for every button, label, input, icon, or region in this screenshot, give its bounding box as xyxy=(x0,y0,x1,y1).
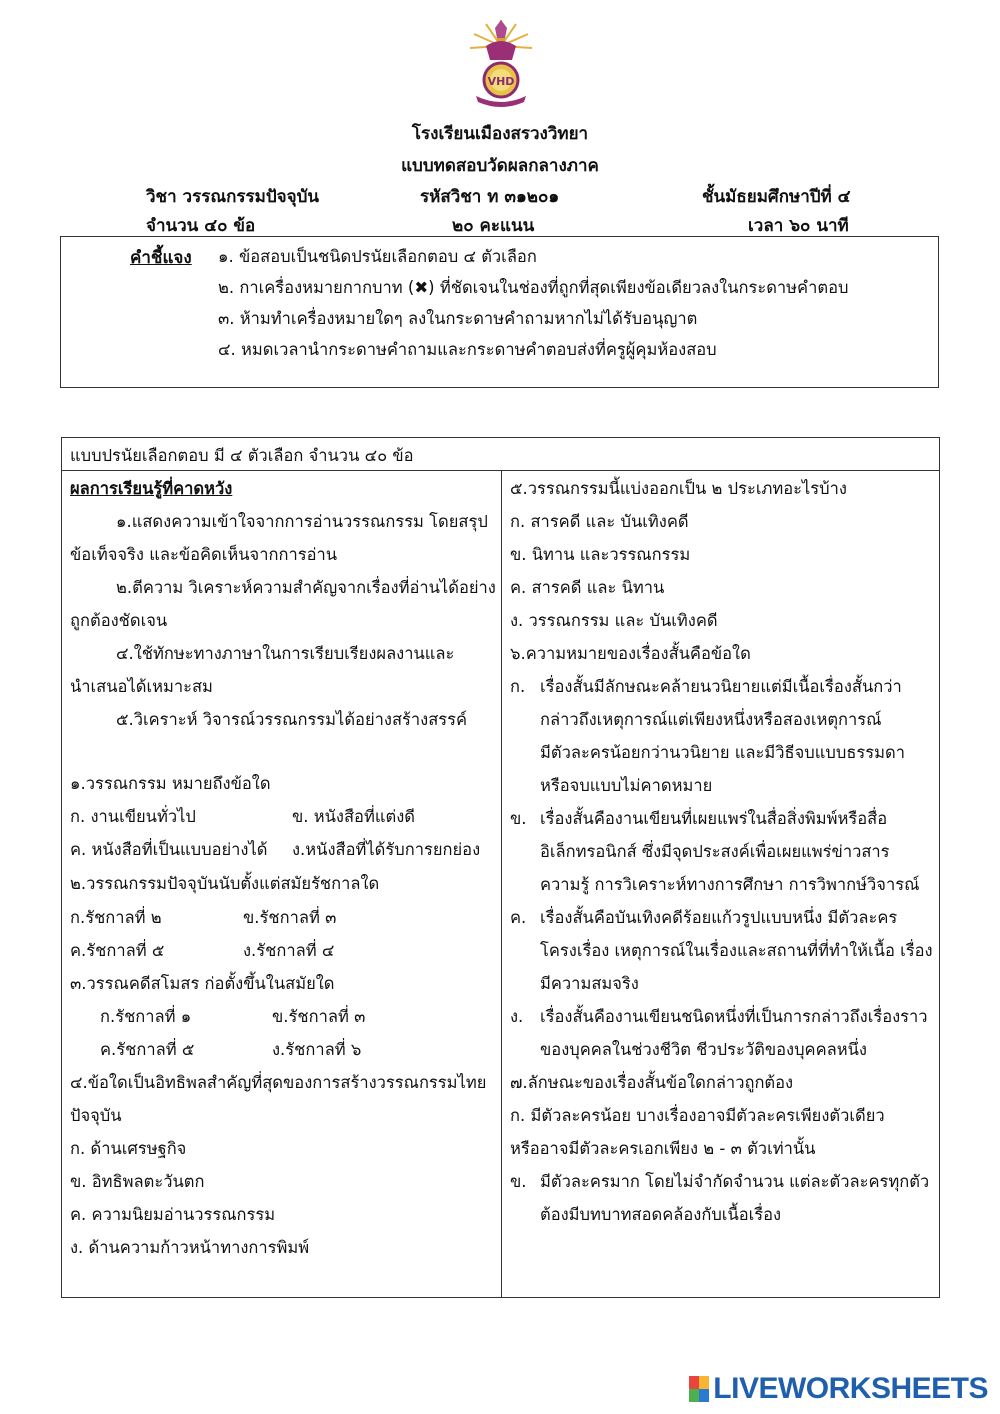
q7-option-a: ก. มีตัวละครน้อย บางเรื่องอาจมีตัวละครเพียงตัวเดียว xyxy=(510,1106,885,1125)
q1-option-a: ก. งานเขียนทั่วไป xyxy=(70,807,196,826)
q6-option-d-letter: ง. xyxy=(510,1007,524,1026)
q6-option-d: เรื่องสั้นคืองานเขียนชนิดหนึ่งที่เป็นการกล่าวถึงเรื่องราว xyxy=(540,1007,928,1026)
q7-option-a-cont: หรืออาจมีตัวละครเอกเพียง ๒ - ๓ ตัวเท่านั้น xyxy=(510,1139,816,1158)
q3-option-a: ก.รัชกาลที่ ๑ xyxy=(100,1007,192,1026)
outcome-line: ข้อเท็จจริง และข้อคิดเห็นจากการอ่าน xyxy=(70,545,338,564)
q7-option-b-cont: ต้องมีบทบาทสอดคล้องกับเนื้อเรื่อง xyxy=(540,1205,782,1224)
question-4: ๔.ข้อใดเป็นอิทธิพลสำคัญที่สุดของการสร้างวรรณกรรมไทย xyxy=(70,1073,487,1092)
q4-option-b: ข. อิทธิพลตะวันตก xyxy=(70,1172,205,1191)
q7-option-b-letter: ข. xyxy=(510,1172,527,1191)
logo-text: VHD xyxy=(487,75,515,88)
outcome-line: ๒.ตีความ วิเคราะห์ความสำคัญจากเรื่องที่อ่านได้อย่าง xyxy=(116,578,496,597)
q3-option-c: ค.รัชกาลที่ ๕ xyxy=(100,1040,195,1059)
q1-option-d: ง.หนังสือที่ได้รับการยกย่อง xyxy=(292,840,481,859)
q6-option-c-cont: มีความสมจริง xyxy=(540,974,639,993)
q1-option-b: ข. หนังสือที่แต่งดี xyxy=(292,807,415,826)
item-count: จำนวน ๔๐ ข้อ xyxy=(146,216,256,236)
total-score: ๒๐ คะแนน xyxy=(452,216,535,236)
instruction-item: ๓. ห้ามทำเครื่องหมายใดๆ ลงในกระดาษคำถามหากไม่ได้รับอนุญาต xyxy=(218,309,698,328)
q2-option-c: ค.รัชกาลที่ ๕ xyxy=(70,941,165,960)
school-logo xyxy=(466,16,536,108)
question-5: ๕.วรรณกรรมนี้แบ่งออกเป็น ๒ ประเภทอะไรบ้าง xyxy=(510,479,847,498)
q6-option-d-cont: ของบุคคลในช่วงชีวิต ชีวประวัติของบุคคลหนึ่ง xyxy=(540,1040,867,1059)
q3-option-b: ข.รัชกาลที่ ๓ xyxy=(272,1007,366,1026)
exam-title: แบบทดสอบวัดผลกลางภาค xyxy=(401,156,599,176)
q6-option-c: เรื่องสั้นคือบันเทิงคดีร้อยแก้วรูปแบบหนึ่ง มีตัวละคร xyxy=(540,908,898,927)
q5-option-c: ค. สารคดี และ นิทาน xyxy=(510,578,665,597)
q6-option-a-letter: ก. xyxy=(510,677,526,696)
question-3: ๓.วรรณคดีสโมสร ก่อตั้งขึ้นในสมัยใด xyxy=(70,974,335,993)
q2-option-b: ข.รัชกาลที่ ๓ xyxy=(243,908,337,927)
outcome-line: ๑.แสดงความเข้าใจจากการอ่านวรรณกรรม โดยสรุป xyxy=(116,512,488,531)
instruction-item: ๔. หมดเวลานำกระดาษคำถามและกระดาษคำตอบส่งที่ครูผู้คุมห้องสอบ xyxy=(218,340,717,359)
question-7: ๗.ลักษณะของเรื่องสั้นข้อใดกล่าวถูกต้อง xyxy=(510,1073,794,1092)
q6-option-a-cont: หรือจบแบบไม่คาดหมาย xyxy=(540,776,713,795)
outcome-line: ๕.วิเคราะห์ วิจารณ์วรรณกรรมได้อย่างสร้างสรรค์ xyxy=(116,710,468,729)
outcome-line: นำเสนอได้เหมาะสม xyxy=(70,677,213,696)
question-1: ๑.วรรณกรรม หมายถึงข้อใด xyxy=(70,774,271,793)
subject-name: วิชา วรรณกรรมปัจจุบัน xyxy=(146,187,320,207)
question-6: ๖.ความหมายของเรื่องสั้นคือข้อใด xyxy=(510,644,751,663)
q4-option-c: ค. ความนิยมอ่านวรรณกรรม xyxy=(70,1205,276,1224)
q5-option-d: ง. วรรณกรรม และ บันเทิงคดี xyxy=(510,611,718,630)
q6-option-c-cont: โครงเรื่อง เหตุการณ์ในเรื่องและสถานที่ที่ทำให้เนื้อ เรื่อง xyxy=(540,941,933,960)
q6-option-a: เรื่องสั้นมีลักษณะคล้ายนวนิยายแต่มีเนื้อเรื่องสั้นกว่า xyxy=(540,677,902,696)
outcome-line: ๔.ใช้ทักษะทางภาษาในการเรียบเรียงผลงานและ xyxy=(116,644,455,663)
grade-level: ชั้นมัธยมศึกษาปีที่ ๔ xyxy=(702,187,851,207)
q6-option-b-letter: ข. xyxy=(510,809,527,828)
column-divider xyxy=(501,470,502,1298)
outcomes-heading: ผลการเรียนรู้ที่คาดหวัง xyxy=(70,479,233,498)
exam-time: เวลา ๖๐ นาที xyxy=(748,216,849,236)
instructions-heading: คำชี้แจง xyxy=(130,248,192,268)
liveworksheets-logo[interactable] xyxy=(689,1372,988,1406)
instruction-item: ๑. ข้อสอบเป็นชนิดปรนัยเลือกตอบ ๔ ตัวเลือก xyxy=(218,247,537,266)
q6-option-b-cont: ความรู้ การวิเคราะห์ทางการศึกษา การวิพากษ์วิจารณ์ xyxy=(540,875,920,894)
q4-option-d: ง. ด้านความก้าวหน้าทางการพิมพ์ xyxy=(70,1238,310,1257)
instruction-item: ๒. กาเครื่องหมายกากบาท (✖) ที่ชัดเจนในช่องที่ถูกที่สุดเพียงข้อเดียวลงในกระดาษคำตอบ xyxy=(218,278,849,297)
liveworksheets-icon xyxy=(689,1376,709,1402)
q6-option-b-cont: อิเล็กทรอนิกส์ ซึ่งมีจุดประสงค์เพื่อเผยแพร่ข่าวสาร xyxy=(540,842,890,861)
q7-option-b: มีตัวละครมาก โดยไม่จำกัดจำนวน แต่ละตัวละครทุกตัว xyxy=(540,1172,930,1191)
q6-option-a-cont: มีตัวละครน้อยกว่านวนิยาย และมีวิธีจบแบบธรรมดา xyxy=(540,743,905,762)
q4-option-a: ก. ด้านเศรษฐกิจ xyxy=(70,1139,187,1158)
subject-code: รหัสวิชา ท ๓๑๒๐๑ xyxy=(420,187,560,207)
questions-header: แบบปรนัยเลือกตอบ มี ๔ ตัวเลือก จำนวน ๔๐ ข้อ xyxy=(70,446,414,465)
liveworksheets-brand: LIVEWORKSHEETS xyxy=(713,1372,988,1405)
school-name: โรงเรียนเมืองสรวงวิทยา xyxy=(411,124,589,144)
q1-option-c: ค. หนังสือที่เป็นแบบอย่างได้ xyxy=(70,840,268,859)
q5-option-b: ข. นิทาน และวรรณกรรม xyxy=(510,545,691,564)
q6-option-a-cont: กล่าวถึงเหตุการณ์แต่เพียงหนึ่งหรือสองเหตุการณ์ xyxy=(540,710,882,729)
q3-option-d: ง.รัชกาลที่ ๖ xyxy=(272,1040,362,1059)
q6-option-c-letter: ค. xyxy=(510,908,527,927)
q2-option-d: ง.รัชกาลที่ ๔ xyxy=(243,941,335,960)
question-4-cont: ปัจจุบัน xyxy=(70,1106,122,1125)
outcome-line: ถูกต้องชัดเจน xyxy=(70,611,168,630)
q6-option-b: เรื่องสั้นคืองานเขียนที่เผยแพร่ในสื่อสิ่งพิมพ์หรือสื่อ xyxy=(540,809,888,828)
q5-option-a: ก. สารคดี และ บันเทิงคดี xyxy=(510,512,689,531)
q2-option-a: ก.รัชกาลที่ ๒ xyxy=(70,908,162,927)
question-2: ๒.วรรณกรรมปัจจุบันนับตั้งแต่สมัยรัชกาลใด xyxy=(70,874,380,893)
